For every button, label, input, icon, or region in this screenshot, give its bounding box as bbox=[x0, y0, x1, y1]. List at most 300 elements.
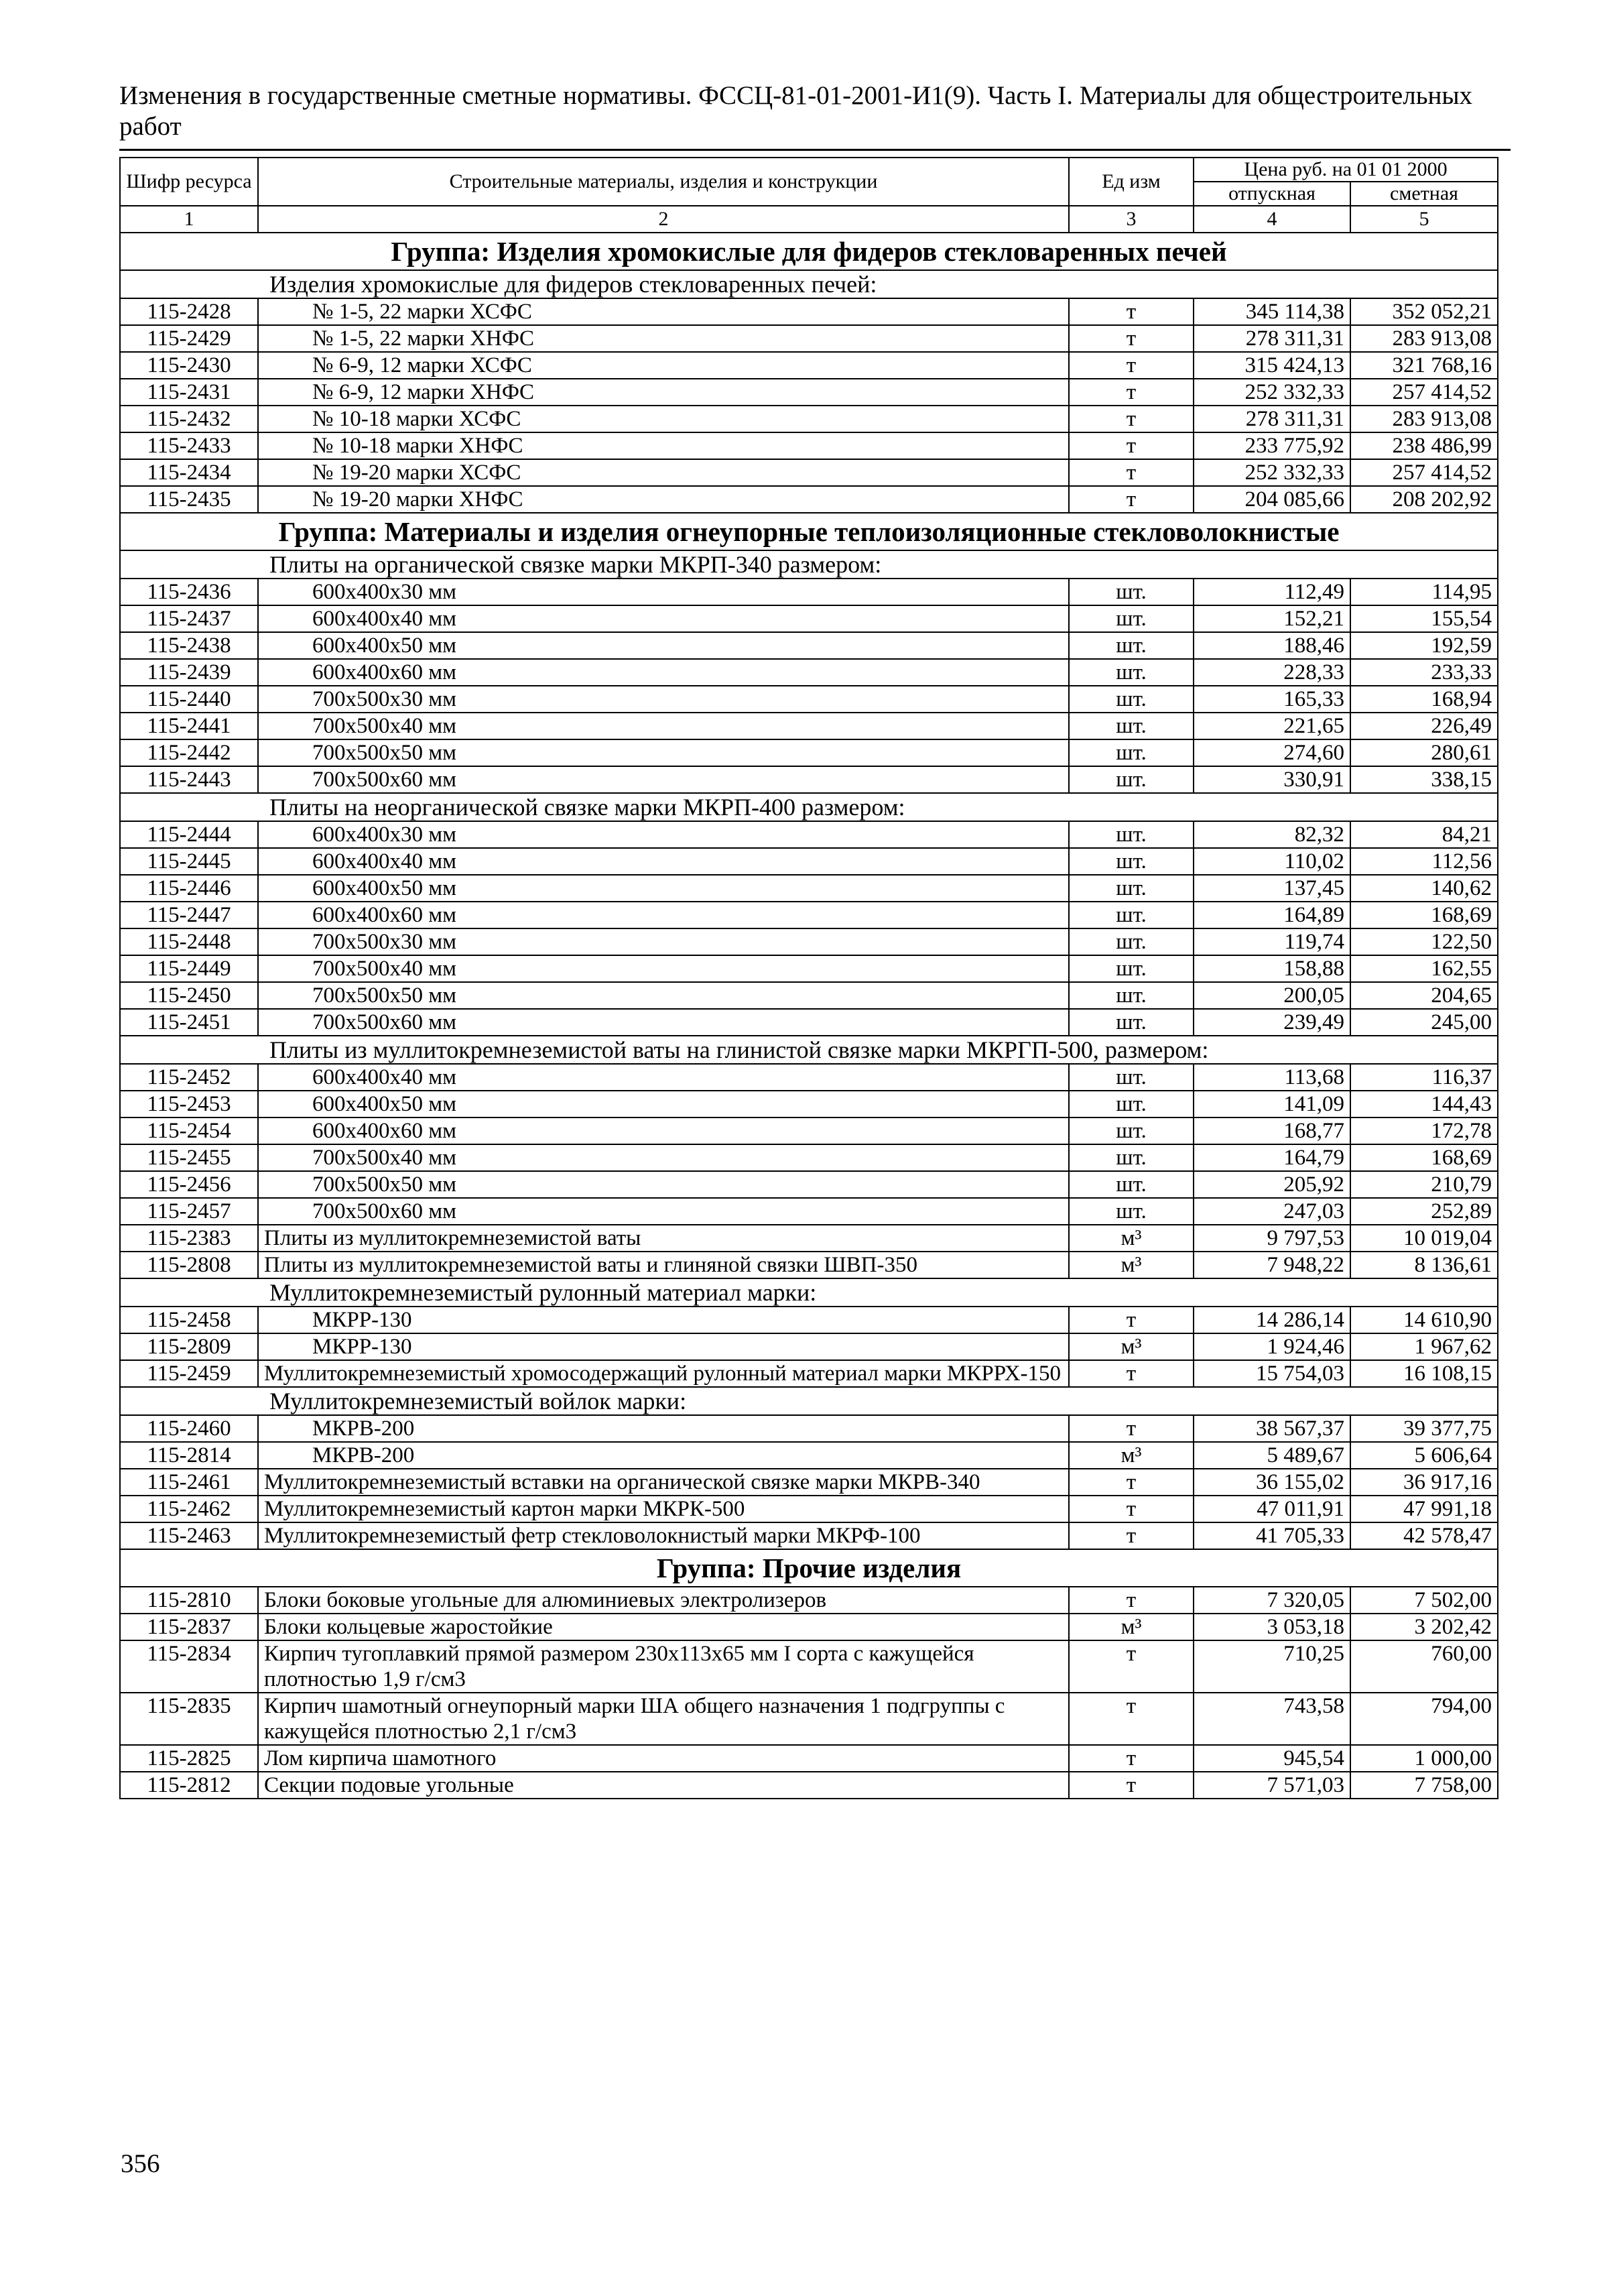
estimate-price: 257 414,52 bbox=[1350, 459, 1498, 486]
unit-cell: шт. bbox=[1069, 1144, 1194, 1171]
resource-code: 115-2435 bbox=[120, 486, 258, 513]
estimate-price: 168,69 bbox=[1350, 902, 1498, 928]
resource-code: 115-2457 bbox=[120, 1198, 258, 1225]
unit-cell: шт. bbox=[1069, 659, 1194, 686]
estimate-price: 238 486,99 bbox=[1350, 432, 1498, 459]
table-row bbox=[120, 325, 1498, 352]
resource-name: Секции подовые угольные bbox=[258, 1772, 1069, 1799]
group-heading-row bbox=[120, 513, 1498, 550]
unit-cell: шт. bbox=[1069, 821, 1194, 848]
resource-code: 115-2463 bbox=[120, 1522, 258, 1549]
estimate-price: 1 000,00 bbox=[1350, 1745, 1498, 1772]
resource-code: 115-2444 bbox=[120, 821, 258, 848]
column-header-unit: Ед изм bbox=[1069, 158, 1194, 206]
unit-cell: т bbox=[1069, 1469, 1194, 1496]
resource-code: 115-2835 bbox=[120, 1693, 258, 1745]
release-price: 252 332,33 bbox=[1194, 459, 1350, 486]
resource-name: МКРР-130 bbox=[258, 1307, 1069, 1333]
resource-code: 115-2441 bbox=[120, 713, 258, 739]
table-row bbox=[120, 686, 1498, 713]
resource-code: 115-2462 bbox=[120, 1496, 258, 1522]
estimate-price: 116,37 bbox=[1350, 1064, 1498, 1091]
column-number: 4 bbox=[1194, 206, 1350, 233]
resource-name: № 19-20 марки ХНФС bbox=[258, 486, 1069, 513]
resource-code: 115-2445 bbox=[120, 848, 258, 875]
unit-cell: шт. bbox=[1069, 875, 1194, 902]
estimate-price: 283 913,08 bbox=[1350, 406, 1498, 432]
header-divider bbox=[119, 149, 1511, 151]
resource-name: 700х500х50 мм bbox=[258, 739, 1069, 766]
resource-code: 115-2825 bbox=[120, 1745, 258, 1772]
table-row bbox=[120, 379, 1498, 406]
resource-code: 115-2431 bbox=[120, 379, 258, 406]
release-price: 200,05 bbox=[1194, 982, 1350, 1009]
resource-code: 115-2434 bbox=[120, 459, 258, 486]
release-price: 188,46 bbox=[1194, 632, 1350, 659]
unit-cell: шт. bbox=[1069, 982, 1194, 1009]
release-price: 15 754,03 bbox=[1194, 1360, 1350, 1387]
table-row bbox=[120, 406, 1498, 432]
resource-code: 115-2443 bbox=[120, 766, 258, 793]
unit-cell: шт. bbox=[1069, 1064, 1194, 1091]
resource-name: Муллитокремнеземистый хромосодержащий рулонный материал марки МКРРХ-150 bbox=[258, 1360, 1069, 1387]
resource-code: 115-2446 bbox=[120, 875, 258, 902]
table-row bbox=[120, 848, 1498, 875]
release-price: 278 311,31 bbox=[1194, 406, 1350, 432]
unit-cell: т bbox=[1069, 1772, 1194, 1799]
resource-name: 700х500х50 мм bbox=[258, 982, 1069, 1009]
resource-code: 115-2812 bbox=[120, 1772, 258, 1799]
estimate-price: 352 052,21 bbox=[1350, 298, 1498, 325]
release-price: 9 797,53 bbox=[1194, 1225, 1350, 1252]
estimate-price: 14 610,90 bbox=[1350, 1307, 1498, 1333]
table-row bbox=[120, 1360, 1498, 1387]
table-row bbox=[120, 579, 1498, 605]
estimate-price: 16 108,15 bbox=[1350, 1360, 1498, 1387]
resource-name: Плиты из муллитокремнеземистой ваты bbox=[258, 1225, 1069, 1252]
resource-code: 115-2451 bbox=[120, 1009, 258, 1036]
resource-code: 115-2834 bbox=[120, 1640, 258, 1693]
unit-cell: шт. bbox=[1069, 579, 1194, 605]
resource-code: 115-2453 bbox=[120, 1091, 258, 1117]
estimate-price: 210,79 bbox=[1350, 1171, 1498, 1198]
table-row bbox=[120, 1640, 1498, 1693]
estimate-price: 122,50 bbox=[1350, 928, 1498, 955]
table-row bbox=[120, 1522, 1498, 1549]
release-price: 228,33 bbox=[1194, 659, 1350, 686]
estimate-price: 47 991,18 bbox=[1350, 1496, 1498, 1522]
resource-name: 600х400х30 мм bbox=[258, 821, 1069, 848]
table-row bbox=[120, 1144, 1498, 1171]
table-row bbox=[120, 739, 1498, 766]
unit-cell: шт. bbox=[1069, 848, 1194, 875]
unit-cell: т bbox=[1069, 1640, 1194, 1693]
subgroup-title: Плиты из муллитокремнеземистой ваты на глинистой связке марки МКРГП-500, размером: bbox=[120, 1036, 1498, 1064]
resource-name: Муллитокремнеземистый фетр стекловолокнистый марки МКРФ-100 bbox=[258, 1522, 1069, 1549]
estimate-price: 338,15 bbox=[1350, 766, 1498, 793]
estimate-price: 283 913,08 bbox=[1350, 325, 1498, 352]
estimate-price: 10 019,04 bbox=[1350, 1225, 1498, 1252]
release-price: 41 705,33 bbox=[1194, 1522, 1350, 1549]
group-title: Группа: Прочие изделия bbox=[120, 1549, 1498, 1587]
unit-cell: т bbox=[1069, 1745, 1194, 1772]
table-row bbox=[120, 459, 1498, 486]
unit-cell: шт. bbox=[1069, 605, 1194, 632]
price-table bbox=[119, 157, 1498, 1799]
release-price: 164,89 bbox=[1194, 902, 1350, 928]
unit-cell: шт. bbox=[1069, 1091, 1194, 1117]
release-price: 141,09 bbox=[1194, 1091, 1350, 1117]
table-row bbox=[120, 955, 1498, 982]
resource-name: Муллитокремнеземистый картон марки МКРК-500 bbox=[258, 1496, 1069, 1522]
release-price: 165,33 bbox=[1194, 686, 1350, 713]
resource-name: № 10-18 марки ХСФС bbox=[258, 406, 1069, 432]
column-header-code: Шифр ресурса bbox=[120, 158, 258, 206]
subgroup-heading-row bbox=[120, 1036, 1498, 1064]
resource-name: Блоки боковые угольные для алюминиевых электролизеров bbox=[258, 1587, 1069, 1614]
table-row bbox=[120, 1415, 1498, 1442]
table-row bbox=[120, 1496, 1498, 1522]
resource-code: 115-2455 bbox=[120, 1144, 258, 1171]
table-row bbox=[120, 1225, 1498, 1252]
resource-name: 600х400х30 мм bbox=[258, 579, 1069, 605]
resource-code: 115-2459 bbox=[120, 1360, 258, 1387]
release-price: 47 011,91 bbox=[1194, 1496, 1350, 1522]
column-number: 5 bbox=[1350, 206, 1498, 233]
resource-code: 115-2428 bbox=[120, 298, 258, 325]
unit-cell: т bbox=[1069, 432, 1194, 459]
unit-cell: м³ bbox=[1069, 1252, 1194, 1278]
release-price: 239,49 bbox=[1194, 1009, 1350, 1036]
resource-name: Блоки кольцевые жаростойкие bbox=[258, 1614, 1069, 1640]
table-row bbox=[120, 1307, 1498, 1333]
release-price: 36 155,02 bbox=[1194, 1469, 1350, 1496]
resource-name: Кирпич шамотный огнеупорный марки ША общего назначения 1 подгруппы с кажущейся плотностью 2,1 г/см3 bbox=[258, 1693, 1069, 1745]
release-price: 5 489,67 bbox=[1194, 1442, 1350, 1469]
table-row bbox=[120, 1064, 1498, 1091]
table-row bbox=[120, 486, 1498, 513]
table-row bbox=[120, 1772, 1498, 1799]
resource-name: № 19-20 марки ХСФС bbox=[258, 459, 1069, 486]
resource-code: 115-2442 bbox=[120, 739, 258, 766]
resource-code: 115-2439 bbox=[120, 659, 258, 686]
estimate-price: 114,95 bbox=[1350, 579, 1498, 605]
resource-name: Муллитокремнеземистый вставки на органической связке марки МКРВ-340 bbox=[258, 1469, 1069, 1496]
group-title: Группа: Изделия хромокислые для фидеров стекловаренных печей bbox=[120, 233, 1498, 270]
resource-code: 115-2430 bbox=[120, 352, 258, 379]
resource-code: 115-2456 bbox=[120, 1171, 258, 1198]
unit-cell: шт. bbox=[1069, 713, 1194, 739]
resource-name: 700х500х40 мм bbox=[258, 1144, 1069, 1171]
release-price: 7 571,03 bbox=[1194, 1772, 1350, 1799]
release-price: 274,60 bbox=[1194, 739, 1350, 766]
resource-name: 700х500х40 мм bbox=[258, 955, 1069, 982]
resource-code: 115-2438 bbox=[120, 632, 258, 659]
unit-cell: шт. bbox=[1069, 1009, 1194, 1036]
table-row bbox=[120, 632, 1498, 659]
release-price: 14 286,14 bbox=[1194, 1307, 1350, 1333]
release-price: 7 320,05 bbox=[1194, 1587, 1350, 1614]
estimate-price: 280,61 bbox=[1350, 739, 1498, 766]
estimate-price: 204,65 bbox=[1350, 982, 1498, 1009]
unit-cell: т bbox=[1069, 1693, 1194, 1745]
unit-cell: т bbox=[1069, 298, 1194, 325]
resource-name: 700х500х60 мм bbox=[258, 1009, 1069, 1036]
release-price: 113,68 bbox=[1194, 1064, 1350, 1091]
table-row bbox=[120, 1745, 1498, 1772]
resource-name: МКРР-130 bbox=[258, 1333, 1069, 1360]
release-price: 110,02 bbox=[1194, 848, 1350, 875]
release-price: 233 775,92 bbox=[1194, 432, 1350, 459]
table-row bbox=[120, 1469, 1498, 1496]
estimate-price: 112,56 bbox=[1350, 848, 1498, 875]
estimate-price: 760,00 bbox=[1350, 1640, 1498, 1693]
unit-cell: т bbox=[1069, 406, 1194, 432]
column-header-estimate: сметная bbox=[1350, 182, 1498, 206]
release-price: 330,91 bbox=[1194, 766, 1350, 793]
table-row bbox=[120, 1587, 1498, 1614]
resource-name: № 10-18 марки ХНФС bbox=[258, 432, 1069, 459]
resource-name: № 1-5, 22 марки ХНФС bbox=[258, 325, 1069, 352]
subgroup-heading-row bbox=[120, 550, 1498, 579]
resource-code: 115-2809 bbox=[120, 1333, 258, 1360]
unit-cell: т bbox=[1069, 486, 1194, 513]
resource-name: 600х400х50 мм bbox=[258, 875, 1069, 902]
resource-name: Кирпич тугоплавкий прямой размером 230х113х65 мм I сорта с кажущейся плотностью 1,9 г/см3 bbox=[258, 1640, 1069, 1693]
unit-cell: шт. bbox=[1069, 1171, 1194, 1198]
table-row bbox=[120, 1009, 1498, 1036]
table-row bbox=[120, 1252, 1498, 1278]
resource-name: № 1-5, 22 марки ХСФС bbox=[258, 298, 1069, 325]
estimate-price: 42 578,47 bbox=[1350, 1522, 1498, 1549]
subgroup-heading-row bbox=[120, 1278, 1498, 1307]
resource-name: 700х500х60 мм bbox=[258, 766, 1069, 793]
subgroup-title: Плиты на органической связке марки МКРП-340 размером: bbox=[120, 550, 1498, 579]
table-row bbox=[120, 875, 1498, 902]
table-row bbox=[120, 713, 1498, 739]
resource-name: № 6-9, 12 марки ХНФС bbox=[258, 379, 1069, 406]
resource-name: 700х500х60 мм bbox=[258, 1198, 1069, 1225]
resource-name: 700х500х50 мм bbox=[258, 1171, 1069, 1198]
resource-name: 700х500х30 мм bbox=[258, 928, 1069, 955]
estimate-price: 245,00 bbox=[1350, 1009, 1498, 1036]
table-body bbox=[120, 233, 1498, 1799]
release-price: 119,74 bbox=[1194, 928, 1350, 955]
page-header: Изменения в государственные сметные нормативы. ФССЦ-81-01-2001-И1(9). Часть I. Материалы для общестроительных работ bbox=[119, 81, 1473, 141]
group-title: Группа: Материалы и изделия огнеупорные теплоизоляционные стекловолокнистые bbox=[120, 513, 1498, 550]
unit-cell: т bbox=[1069, 1522, 1194, 1549]
release-price: 1 924,46 bbox=[1194, 1333, 1350, 1360]
resource-name: 600х400х50 мм bbox=[258, 1091, 1069, 1117]
resource-name: МКРВ-200 bbox=[258, 1442, 1069, 1469]
unit-cell: м³ bbox=[1069, 1333, 1194, 1360]
unit-cell: т bbox=[1069, 1496, 1194, 1522]
unit-cell: шт. bbox=[1069, 1198, 1194, 1225]
table-row bbox=[120, 821, 1498, 848]
unit-cell: т bbox=[1069, 1587, 1194, 1614]
table-row bbox=[120, 659, 1498, 686]
release-price: 38 567,37 bbox=[1194, 1415, 1350, 1442]
release-price: 205,92 bbox=[1194, 1171, 1350, 1198]
estimate-price: 208 202,92 bbox=[1350, 486, 1498, 513]
estimate-price: 172,78 bbox=[1350, 1117, 1498, 1144]
resource-code: 115-2429 bbox=[120, 325, 258, 352]
unit-cell: т bbox=[1069, 352, 1194, 379]
subgroup-heading-row bbox=[120, 793, 1498, 821]
column-header-name: Строительные материалы, изделия и конструкции bbox=[258, 158, 1069, 206]
column-number: 1 bbox=[120, 206, 258, 233]
estimate-price: 155,54 bbox=[1350, 605, 1498, 632]
table-row bbox=[120, 1091, 1498, 1117]
table-row bbox=[120, 902, 1498, 928]
resource-code: 115-2808 bbox=[120, 1252, 258, 1278]
unit-cell: шт. bbox=[1069, 902, 1194, 928]
table-row bbox=[120, 432, 1498, 459]
release-price: 315 424,13 bbox=[1194, 352, 1350, 379]
table-row bbox=[120, 1333, 1498, 1360]
estimate-price: 5 606,64 bbox=[1350, 1442, 1498, 1469]
subgroup-title: Муллитокремнеземистый рулонный материал марки: bbox=[120, 1278, 1498, 1307]
unit-cell: т bbox=[1069, 1360, 1194, 1387]
release-price: 82,32 bbox=[1194, 821, 1350, 848]
unit-cell: т bbox=[1069, 1415, 1194, 1442]
resource-code: 115-2458 bbox=[120, 1307, 258, 1333]
resource-name: 600х400х60 мм bbox=[258, 659, 1069, 686]
resource-code: 115-2450 bbox=[120, 982, 258, 1009]
release-price: 137,45 bbox=[1194, 875, 1350, 902]
resource-code: 115-2448 bbox=[120, 928, 258, 955]
resource-name: 700х500х30 мм bbox=[258, 686, 1069, 713]
resource-code: 115-2433 bbox=[120, 432, 258, 459]
unit-cell: т bbox=[1069, 379, 1194, 406]
estimate-price: 144,43 bbox=[1350, 1091, 1498, 1117]
table-row bbox=[120, 1693, 1498, 1745]
unit-cell: шт. bbox=[1069, 955, 1194, 982]
resource-name: МКРВ-200 bbox=[258, 1415, 1069, 1442]
unit-cell: м³ bbox=[1069, 1442, 1194, 1469]
release-price: 252 332,33 bbox=[1194, 379, 1350, 406]
release-price: 158,88 bbox=[1194, 955, 1350, 982]
release-price: 112,49 bbox=[1194, 579, 1350, 605]
table-row bbox=[120, 298, 1498, 325]
release-price: 743,58 bbox=[1194, 1693, 1350, 1745]
resource-code: 115-2432 bbox=[120, 406, 258, 432]
release-price: 221,65 bbox=[1194, 713, 1350, 739]
unit-cell: шт. bbox=[1069, 1117, 1194, 1144]
estimate-price: 226,49 bbox=[1350, 713, 1498, 739]
estimate-price: 192,59 bbox=[1350, 632, 1498, 659]
estimate-price: 1 967,62 bbox=[1350, 1333, 1498, 1360]
column-header-price: Цена руб. на 01 01 2000 bbox=[1194, 158, 1498, 182]
resource-code: 115-2447 bbox=[120, 902, 258, 928]
unit-cell: м³ bbox=[1069, 1225, 1194, 1252]
estimate-price: 3 202,42 bbox=[1350, 1614, 1498, 1640]
resource-code: 115-2452 bbox=[120, 1064, 258, 1091]
table-row bbox=[120, 605, 1498, 632]
resource-name: Лом кирпича шамотного bbox=[258, 1745, 1069, 1772]
resource-code: 115-2837 bbox=[120, 1614, 258, 1640]
subgroup-title: Плиты на неорганической связке марки МКРП-400 размером: bbox=[120, 793, 1498, 821]
unit-cell: т bbox=[1069, 1307, 1194, 1333]
estimate-price: 168,94 bbox=[1350, 686, 1498, 713]
estimate-price: 84,21 bbox=[1350, 821, 1498, 848]
unit-cell: шт. bbox=[1069, 928, 1194, 955]
resource-code: 115-2460 bbox=[120, 1415, 258, 1442]
resource-code: 115-2814 bbox=[120, 1442, 258, 1469]
estimate-price: 162,55 bbox=[1350, 955, 1498, 982]
resource-name: 600х400х40 мм bbox=[258, 1064, 1069, 1091]
estimate-price: 252,89 bbox=[1350, 1198, 1498, 1225]
resource-code: 115-2454 bbox=[120, 1117, 258, 1144]
group-heading-row bbox=[120, 233, 1498, 270]
resource-name: № 6-9, 12 марки ХСФС bbox=[258, 352, 1069, 379]
table-row bbox=[120, 1442, 1498, 1469]
resource-name: 600х400х40 мм bbox=[258, 605, 1069, 632]
table-row bbox=[120, 352, 1498, 379]
resource-code: 115-2437 bbox=[120, 605, 258, 632]
subgroup-heading-row bbox=[120, 1387, 1498, 1415]
table-row bbox=[120, 928, 1498, 955]
release-price: 168,77 bbox=[1194, 1117, 1350, 1144]
estimate-price: 321 768,16 bbox=[1350, 352, 1498, 379]
column-header-release: отпускная bbox=[1194, 182, 1350, 206]
resource-name: 600х400х50 мм bbox=[258, 632, 1069, 659]
resource-code: 115-2810 bbox=[120, 1587, 258, 1614]
estimate-price: 794,00 bbox=[1350, 1693, 1498, 1745]
group-heading-row bbox=[120, 1549, 1498, 1587]
resource-code: 115-2436 bbox=[120, 579, 258, 605]
resource-name: Плиты из муллитокремнеземистой ваты и глиняной связки ШВП-350 bbox=[258, 1252, 1069, 1278]
release-price: 345 114,38 bbox=[1194, 298, 1350, 325]
page-number: 356 bbox=[121, 2149, 160, 2178]
estimate-price: 36 917,16 bbox=[1350, 1469, 1498, 1496]
subgroup-title: Изделия хромокислые для фидеров стекловаренных печей: bbox=[120, 270, 1498, 298]
unit-cell: шт. bbox=[1069, 739, 1194, 766]
estimate-price: 39 377,75 bbox=[1350, 1415, 1498, 1442]
unit-cell: шт. bbox=[1069, 632, 1194, 659]
resource-code: 115-2449 bbox=[120, 955, 258, 982]
table-row bbox=[120, 1117, 1498, 1144]
estimate-price: 7 502,00 bbox=[1350, 1587, 1498, 1614]
estimate-price: 8 136,61 bbox=[1350, 1252, 1498, 1278]
column-number: 2 bbox=[258, 206, 1069, 233]
release-price: 164,79 bbox=[1194, 1144, 1350, 1171]
unit-cell: шт. bbox=[1069, 686, 1194, 713]
table-row bbox=[120, 1614, 1498, 1640]
resource-code: 115-2440 bbox=[120, 686, 258, 713]
estimate-price: 168,69 bbox=[1350, 1144, 1498, 1171]
estimate-price: 233,33 bbox=[1350, 659, 1498, 686]
unit-cell: шт. bbox=[1069, 766, 1194, 793]
table-row bbox=[120, 766, 1498, 793]
release-price: 247,03 bbox=[1194, 1198, 1350, 1225]
unit-cell: т bbox=[1069, 459, 1194, 486]
column-number: 3 bbox=[1069, 206, 1194, 233]
estimate-price: 257 414,52 bbox=[1350, 379, 1498, 406]
table-row bbox=[120, 1198, 1498, 1225]
table-header bbox=[120, 158, 1498, 233]
release-price: 945,54 bbox=[1194, 1745, 1350, 1772]
release-price: 3 053,18 bbox=[1194, 1614, 1350, 1640]
release-price: 710,25 bbox=[1194, 1640, 1350, 1693]
release-price: 7 948,22 bbox=[1194, 1252, 1350, 1278]
unit-cell: т bbox=[1069, 325, 1194, 352]
resource-name: 600х400х60 мм bbox=[258, 1117, 1069, 1144]
release-price: 278 311,31 bbox=[1194, 325, 1350, 352]
resource-name: 600х400х40 мм bbox=[258, 848, 1069, 875]
subgroup-title: Муллитокремнеземистый войлок марки: bbox=[120, 1387, 1498, 1415]
table-row bbox=[120, 1171, 1498, 1198]
